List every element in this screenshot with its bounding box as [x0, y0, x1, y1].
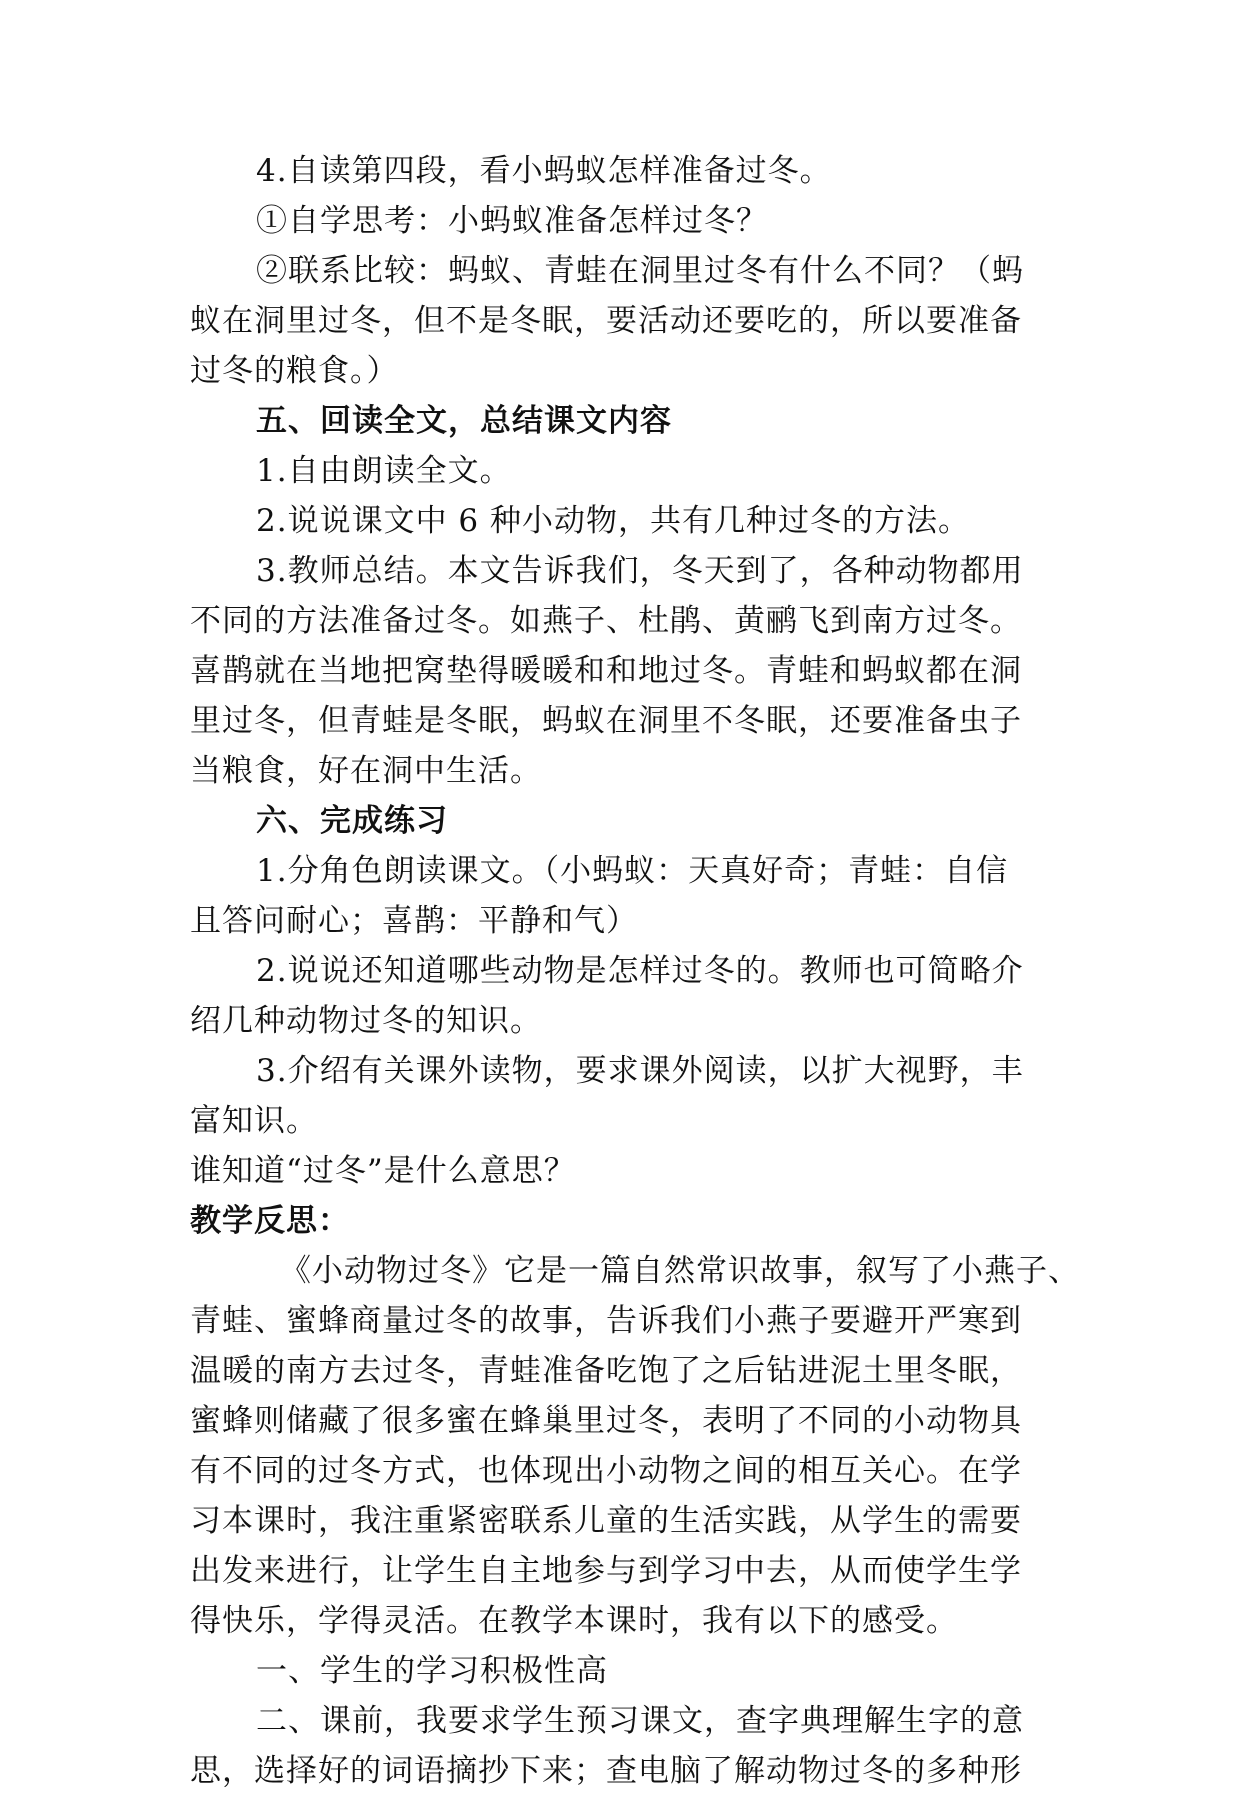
section-heading-5: 五、回读全文，总结课文内容: [256, 403, 672, 439]
paragraph-line: 富知识。: [190, 1103, 318, 1139]
step-4-line: 4.自读第四段，看小蚂蚁怎样准备过冬。: [256, 153, 832, 189]
section6-item-3: 3.介绍有关课外读物，要求课外阅读，以扩大视野，丰: [256, 1053, 1024, 1089]
reflection-paragraph-line: 蜜蜂则储藏了很多蜜在蜂巢里过冬，表明了不同的小动物具: [190, 1403, 1022, 1439]
paragraph-line: 且答问耐心；喜鹊：平静和气）: [190, 903, 638, 939]
reflection-paragraph-line: 青蛙、蜜蜂商量过冬的故事，告诉我们小燕子要避开严寒到: [190, 1303, 1022, 1339]
reflection-paragraph-line: 《小动物过冬》它是一篇自然常识故事，叙写了小燕子、: [280, 1253, 1080, 1289]
reflection-paragraph-line: 习本课时，我注重紧密联系儿童的生活实践，从学生的需要: [190, 1503, 1022, 1539]
reflection-paragraph-line: 出发来进行，让学生自主地参与到学习中去，从而使学生学: [190, 1553, 1022, 1589]
section6-item-1: 1.分角色朗读课文。（小蚂蚁：天真好奇；青蛙：自信: [256, 853, 1009, 889]
reflection-point-1: 一、学生的学习积极性高: [256, 1653, 608, 1689]
paragraph-line: 绍几种动物过冬的知识。: [190, 1003, 542, 1039]
sub-item-2-line: ②联系比较：蚂蚁、青蛙在洞里过冬有什么不同？（蚂: [256, 253, 1024, 289]
question-line: 谁知道“过冬”是什么意思？: [190, 1153, 576, 1189]
paragraph-line: 喜鹊就在当地把窝垫得暖暖和和地过冬。青蛙和蚂蚁都在洞: [190, 653, 1022, 689]
section5-item-3: 3.教师总结。本文告诉我们，冬天到了，各种动物都用: [256, 553, 1024, 589]
reflection-heading: 教学反思：: [190, 1203, 350, 1239]
document-page: [190, 150, 1080, 1800]
reflection-paragraph-line: 思，选择好的词语摘抄下来；查电脑了解动物过冬的多种形: [190, 1753, 1022, 1789]
paragraph-line: 当粮食，好在洞中生活。: [190, 753, 542, 789]
reflection-paragraph-line: 有不同的过冬方式，也体现出小动物之间的相互关心。在学: [190, 1453, 1022, 1489]
reflection-point-2: 二、课前，我要求学生预习课文，查字典理解生字的意: [256, 1703, 1024, 1739]
paragraph-line: 里过冬，但青蛙是冬眠，蚂蚁在洞里不冬眠，还要准备虫子: [190, 703, 1022, 739]
paragraph-line: 不同的方法准备过冬。如燕子、杜鹃、黄鹂飞到南方过冬。: [190, 603, 1022, 639]
section5-item-1: 1.自由朗读全文。: [256, 453, 512, 489]
reflection-paragraph-line: 温暖的南方去过冬，青蛙准备吃饱了之后钻进泥土里冬眠，: [190, 1353, 1022, 1389]
section-heading-6: 六、完成练习: [256, 803, 448, 839]
reflection-paragraph-line: 得快乐，学得灵活。在教学本课时，我有以下的感受。: [190, 1603, 958, 1639]
paragraph-line: 过冬的粮食。）: [190, 353, 399, 389]
sub-item-1-line: ①自学思考：小蚂蚁准备怎样过冬？: [256, 203, 768, 239]
section6-item-2: 2.说说还知道哪些动物是怎样过冬的。教师也可简略介: [256, 953, 1024, 989]
section5-item-2: 2.说说课文中 6 种小动物，共有几种过冬的方法。: [256, 503, 971, 539]
paragraph-line: 蚁在洞里过冬，但不是冬眠，要活动还要吃的，所以要准备: [190, 303, 1022, 339]
